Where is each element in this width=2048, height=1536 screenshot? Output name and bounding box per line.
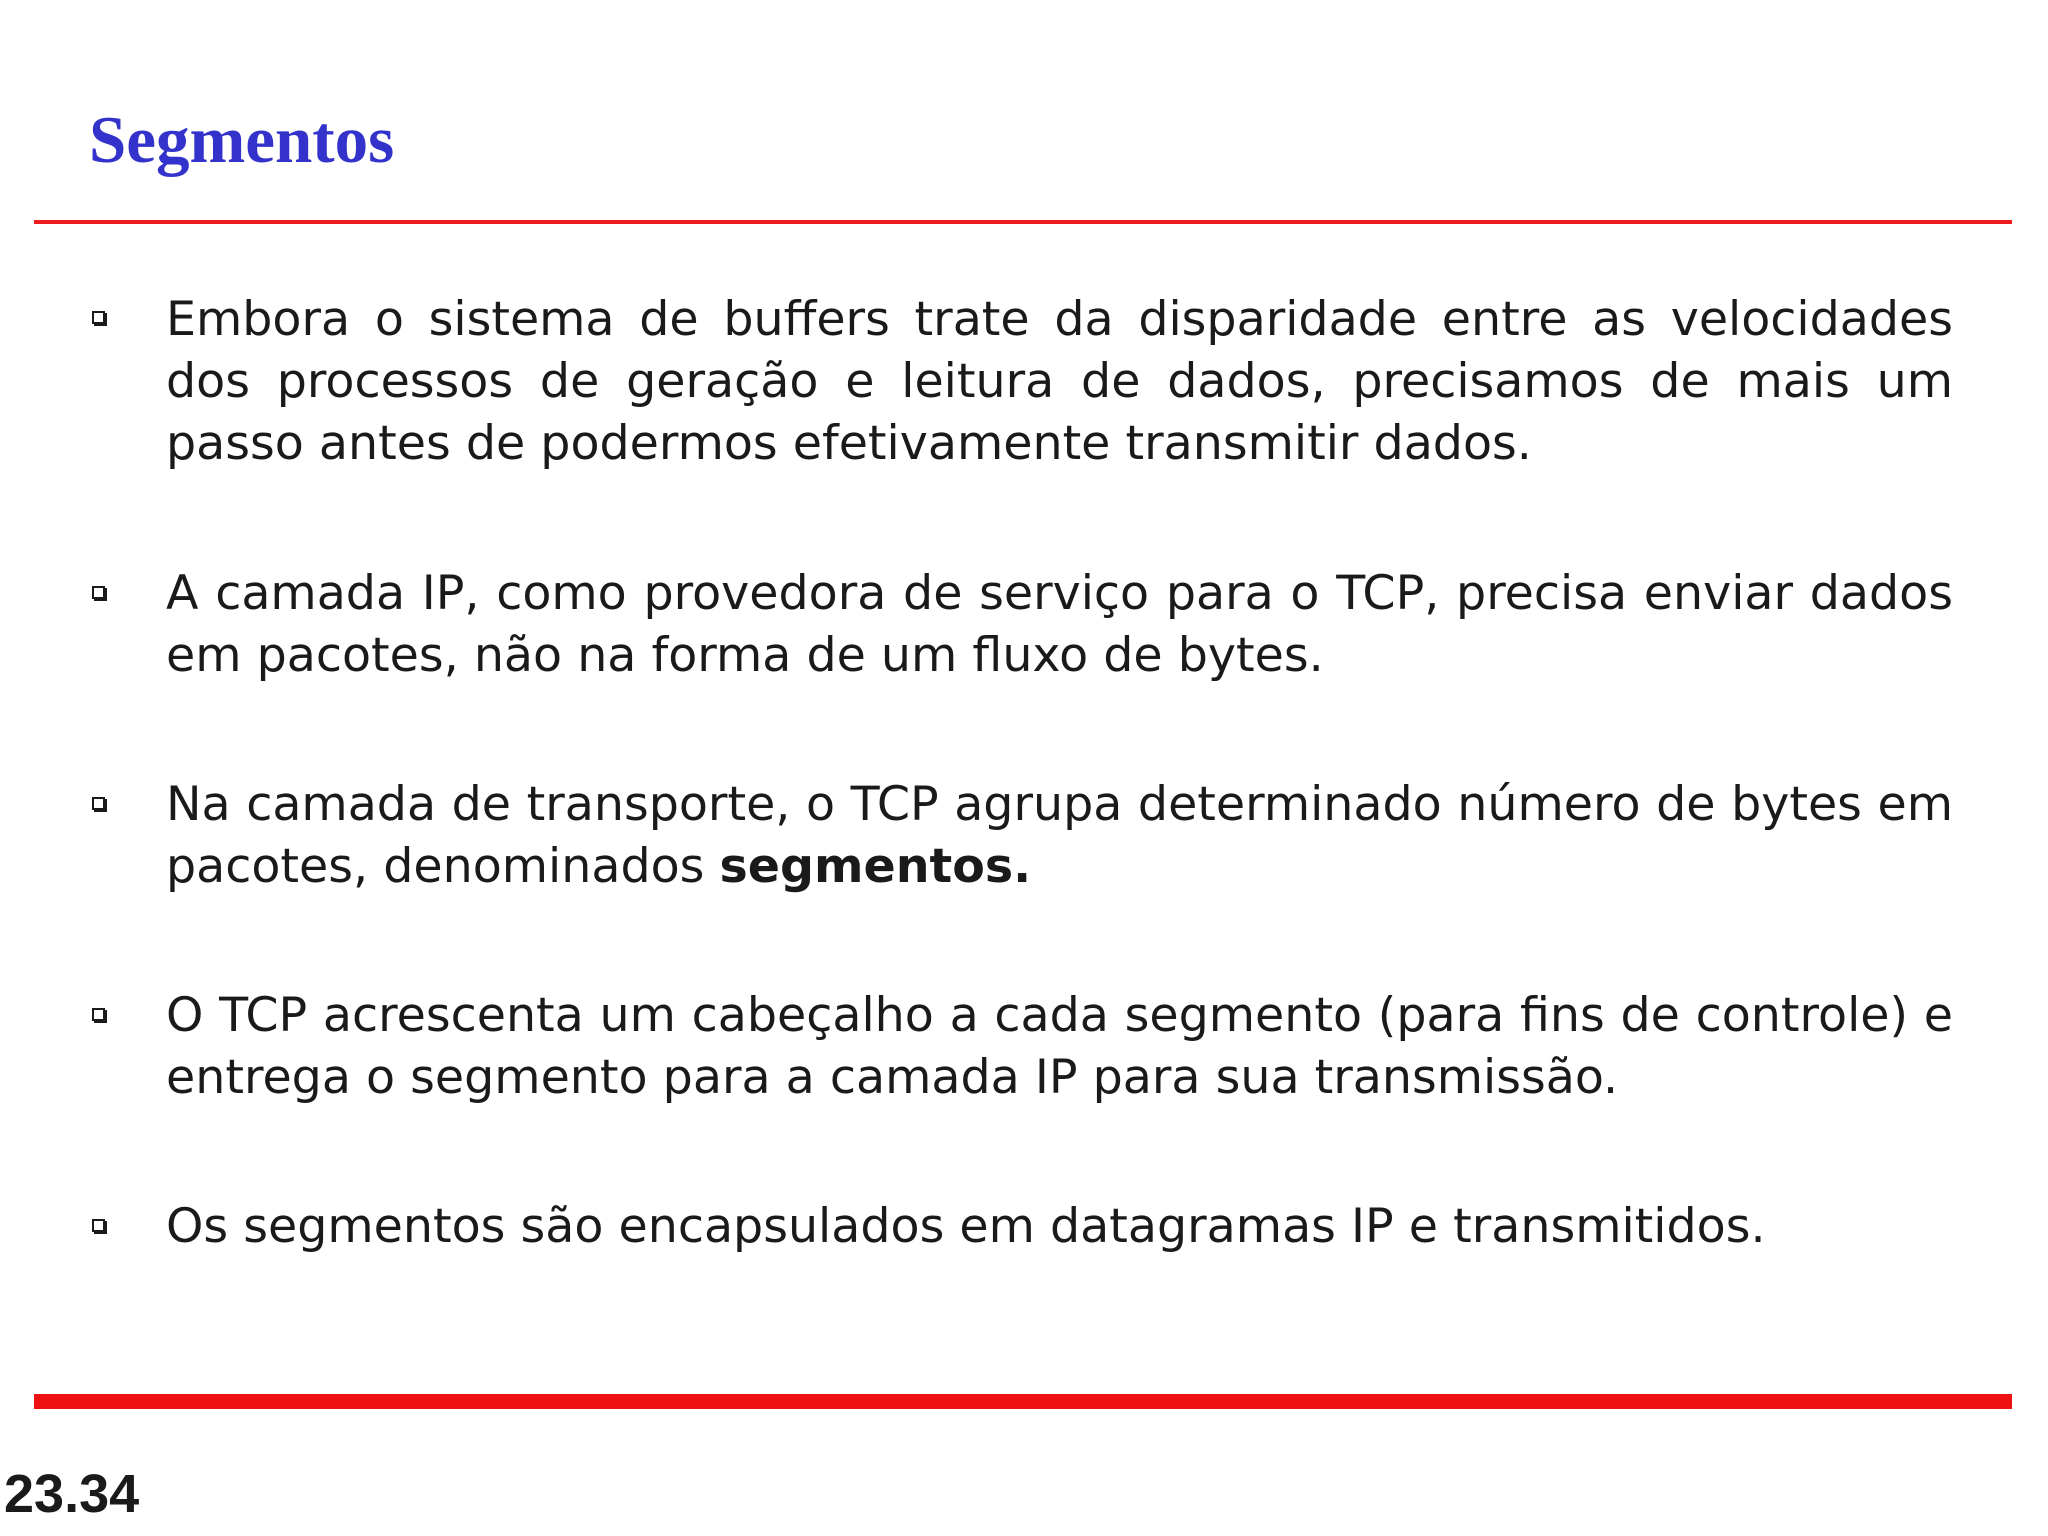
square-bullet-icon xyxy=(92,1219,105,1232)
page-number: 23.34 xyxy=(4,1464,140,1524)
square-bullet-icon xyxy=(92,797,105,810)
bullet-text-3 xyxy=(166,774,1953,898)
footer-divider xyxy=(34,1394,2012,1409)
square-bullet-icon xyxy=(92,586,105,599)
bullet-text-5: Os segmentos são encapsulados em datagramas IP e transmitidos. xyxy=(166,1199,1766,1254)
square-bullet-icon xyxy=(92,1008,105,1021)
bullet-text-1: Embora o sistema de buffers trate da disparidade entre as velocidades dos processos de geração e leitura de dados, precisamos de mais um passo antes de podermos efetivamente transmitir dados. xyxy=(166,292,1953,471)
square-bullet-icon xyxy=(92,311,105,324)
bullet-text-3-plain: Na camada de transporte, o TCP agrupa determinado número de bytes em pacotes, denominados xyxy=(166,777,1953,894)
bullet-text-3-emphasis: segmentos. xyxy=(719,839,1032,894)
slide-title: Segmentos xyxy=(89,103,395,177)
title-divider xyxy=(34,220,2012,224)
bullet-text-2: A camada IP, como provedora de serviço para o TCP, precisa enviar dados em pacotes, não na forma de um fluxo de bytes. xyxy=(166,566,1953,683)
bullet-text-4: O TCP acrescenta um cabeçalho a cada segmento (para fins de controle) e entrega o segmento para a camada IP para sua transmissão. xyxy=(166,988,1953,1105)
